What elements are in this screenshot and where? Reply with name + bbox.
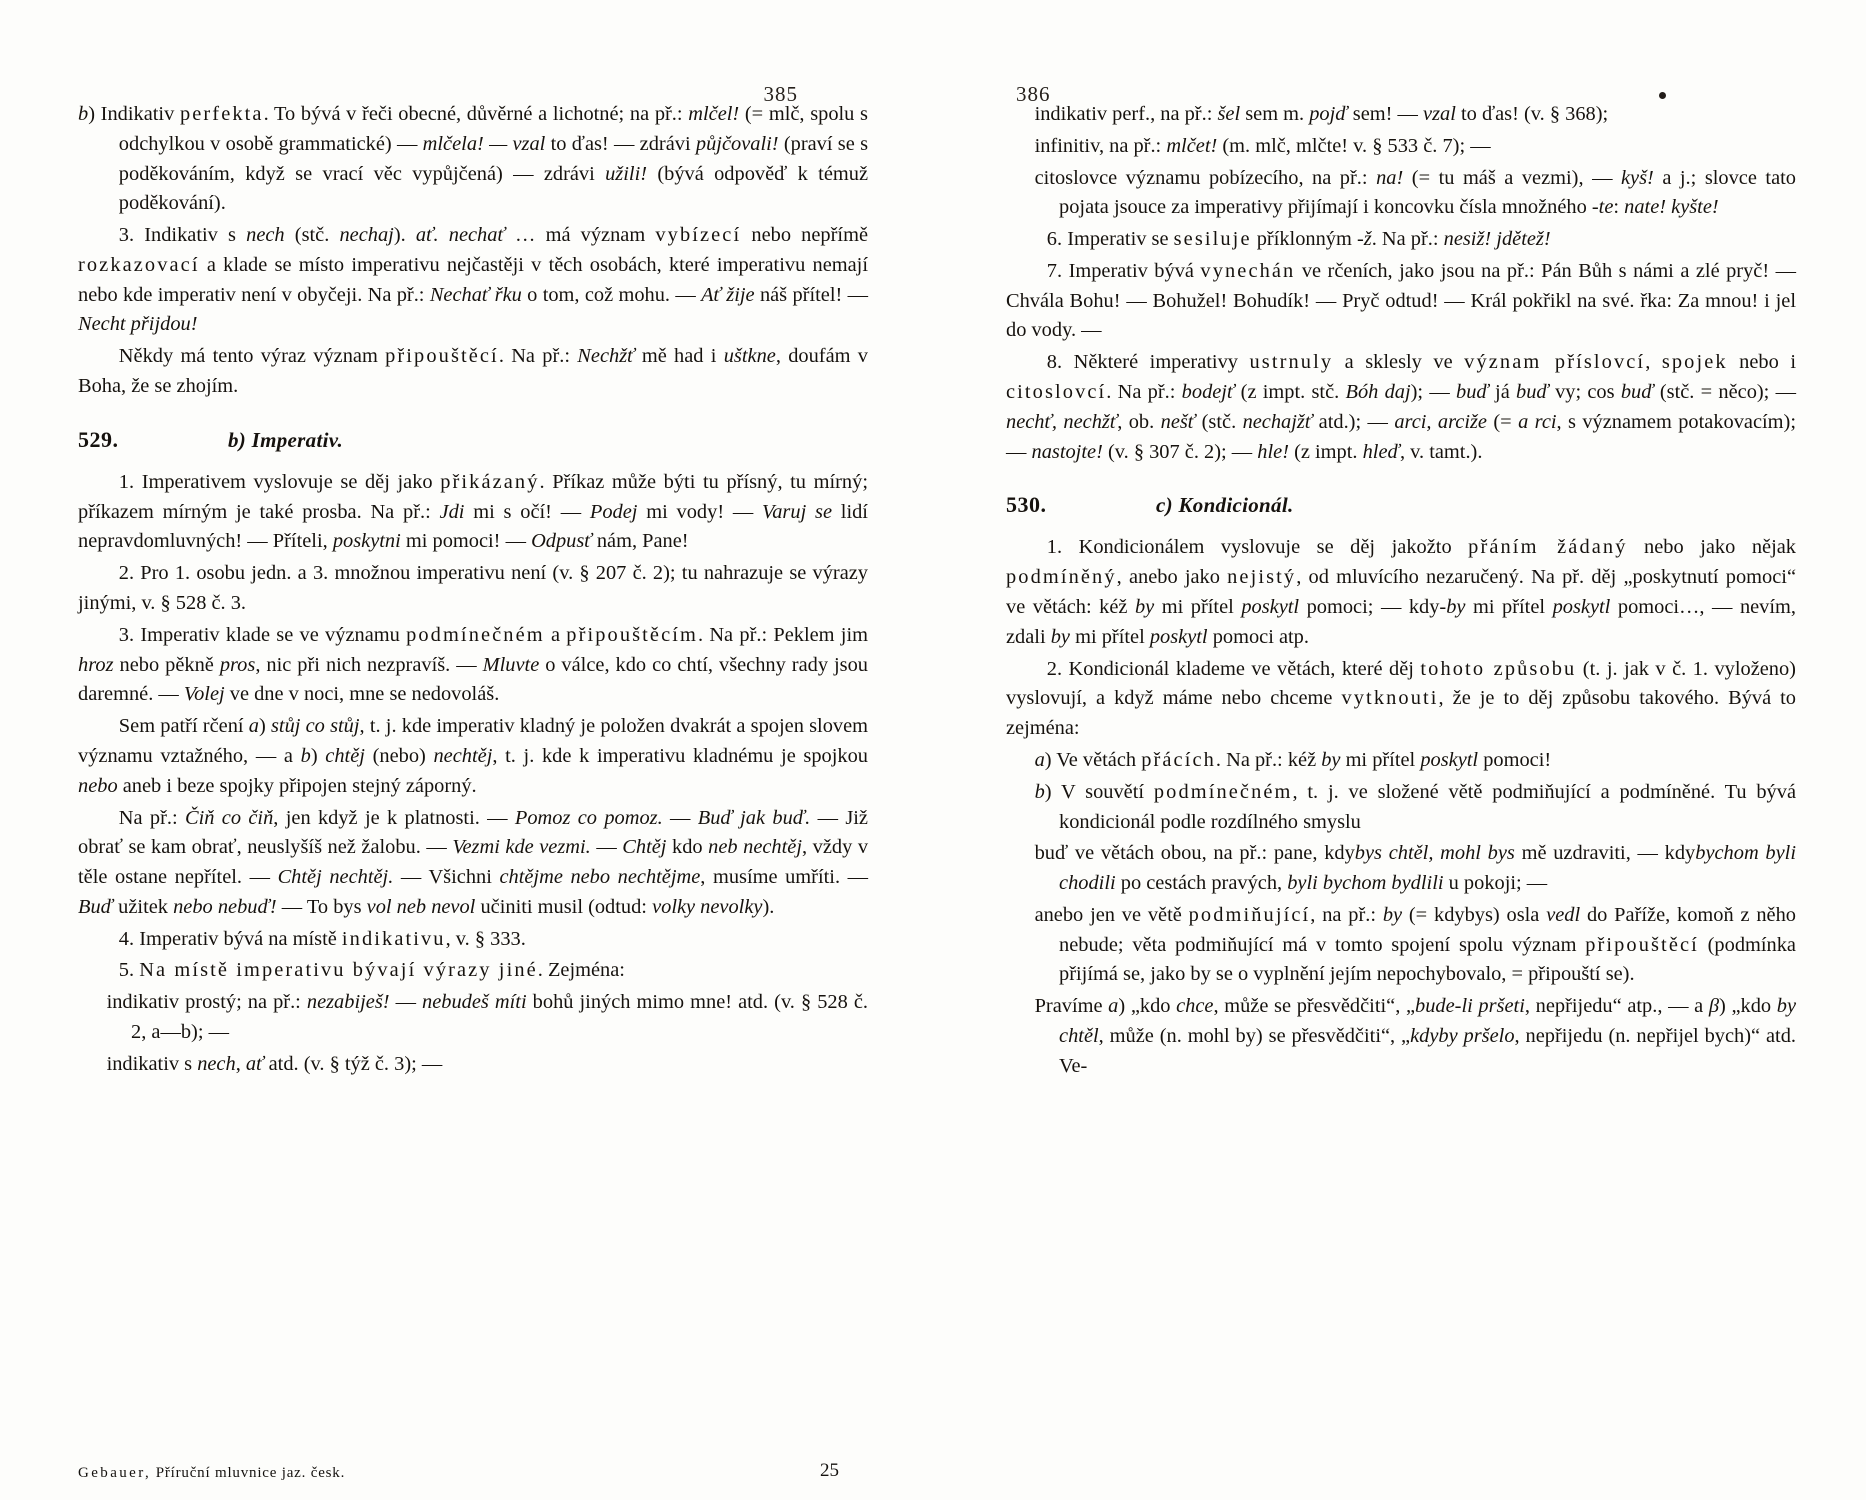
- p-6: 6. Imperativ se sesiluje příklonným -ž. Na př.: nesiž! jdětež!: [1046, 228, 1551, 251]
- p-3-nech: 3. Indikativ s nech (stč. nechaj). ať. nechať … má význam vybízecí nebo nepřímě rozkazovací a klade se místo imperativu nejčastěji v těch osobách, které imperativu nemají nebo kde imperativ není v obyčeji. Na př.: Nechať řku o tom, což mohu. — Ať žije náš přítel! — Necht přijdou!: [78, 224, 868, 336]
- left-page-column: [0, 60, 890, 1500]
- p-kond-1: 1. Kondicionálem vyslovuje se děj jakožto přáním žádaný nebo jako nějak podmíněný, anebo jako nejistý, od mluvícího nezaručený. Na př. děj „poskytnutí pomoci“ ve větách: kéž by mi přítel poskytl pomoci; — kdy-by mi přítel poskytl pomoci…, — nevím, zdali by mi přítel poskytl pomoci atp.: [1006, 536, 1797, 648]
- p-kond-bud: buď ve větách obou, na př.: pane, kdybys chtěl, mohl bys mě uzdraviti, — kdybychom byli chodili po cestách pravých, byli bychom bydlili u pokoji; —: [1034, 842, 1796, 895]
- p-nekdy-pripoustecí: Někdy má tento výraz význam připouštěcí. Na př.: Nechžť mě had i uštkne, doufám v Boha, že se zhojím.: [78, 345, 868, 398]
- folio-number-right: 386: [1016, 82, 1051, 106]
- section-title: c) Kondicionál.: [1156, 493, 1294, 518]
- section-heading-530: [1006, 489, 1796, 521]
- left-top-paragraphs: [78, 100, 868, 402]
- sheet-signature: 25: [820, 1460, 839, 1481]
- right-page-column: [976, 60, 1866, 1500]
- right-column-body: [1006, 100, 1796, 1082]
- p-kond-b: b) V souvětí podmínečném, t. j. ve složené větě podmiňující a podmíněné. Tu bývá kondicionál podle rozdílného smyslu: [1034, 780, 1796, 833]
- p-indikativ-perfekta: b) Indikativ perfekta. To bývá v řeči obecné, důvěrné a lichotné; na př.: mlčel! (= mlč, spolu s odchylkou v osobě grammatické) — mlčela! — vzal to ďas! — zdrávi půjčovali! (praví se s poděkováním, když se vrací věc vypůjčená) — zdrávi užili! (bývá odpověď k témuž poděkování).: [78, 103, 869, 215]
- right-section-paragraphs: [1006, 533, 1796, 1081]
- section-heading-529: [78, 424, 868, 456]
- left-folio-row: [78, 60, 868, 106]
- imprint-author: Gebauer,: [78, 1465, 152, 1481]
- p-imperativ-3: 3. Imperativ klade se ve významu podmínečném a připouštěcím. Na př.: Peklem jim hroz nebo pěkně pros, nic při nich nezpravíš. — Mluvte o válce, kdo co chtí, všechny rady jsou daremné. — Volej ve dne v noci, mne se nedovoláš.: [78, 623, 869, 706]
- section-number: 530.: [1006, 492, 1047, 518]
- p-kond-pravime: Pravíme a) „kdo chce, může se přesvědčiti“, „bude-li pršeti, nepřijedu“ atp., — a β) „kdo by chtěl, může (n. mohl by) se přesvědčiti“, „kdyby pršelo, nepřijedu (n. nepřijel bych)“ atd. Ve-: [1034, 995, 1797, 1077]
- left-column-body: [78, 100, 868, 1080]
- p-kond-a: a) Ve větách přácích. Na př.: kéž by mi přítel poskytl pomoci!: [1034, 748, 1552, 771]
- section-title: b) Imperativ.: [228, 427, 344, 452]
- section-number: 529.: [78, 426, 119, 452]
- p-citoslovce: citoslovce významu pobízecího, na př.: na! (= tu máš a vezmi), — kyš! a j.; slovce tato pojata jsouce za imperativy přijímají i koncovku čísla množného -te: nate! kyšte!: [1034, 166, 1796, 219]
- book-imprint: [78, 1465, 345, 1482]
- p-kond-anebo: anebo jen ve větě podmiňující, na př.: by (= kdybys) osla vedl do Paříže, komoň z něho nebude; věta podmiňující má v tomto spojení spolu význam připouštěcí (podmínka přijímá se, jako by se o vyplnění jejím nepochybovalo, = připouští se).: [1034, 903, 1796, 986]
- p-na-pr-cin: Na př.: Čiň co čiň, jen když je k platnosti. — Pomoz co pomoz. — Buď jak buď. — Již obrať se kam obrať, neuslyšíš než žalobu. — Vezmi kde vezmi. — Chtěj kdo neb nechtěj, vždy v těle ostane nepřítel. — Chtěj nechtěj. — Všichni chtějme nebo nechtějme, musíme umříti. — Buď užitek nebo nebuď! — To bys vol neb nevol učiniti musil (odtud: volky nevolky).: [78, 806, 869, 918]
- p-imperativ-4: 4. Imperativ bývá na místě indikativu, v. § 333.: [118, 927, 526, 950]
- folio-number-left: 385: [763, 82, 798, 106]
- p-kond-2: 2. Kondicionál klademe ve větách, které děj tohoto způsobu (t. j. jak v č. 1. vyloženo) vyslovují, a když máme nebo chceme vytknouti, že je to děj způsobu takového. Bývá to zejména:: [1006, 657, 1797, 740]
- right-folio-row: [1006, 60, 1796, 106]
- page-dot-mark: [1659, 92, 1666, 99]
- p-imperativ-1: 1. Imperativem vyslovuje se děj jako přikázaný. Příkaz může býti tu přísný, tu mírný; příkazem mírným je také prosba. Na př.: Jdi mi s očí! — Podej mi vody! — Varuj se lidí nepravdomluvných! — Příteli, poskytni mi pomoci! — Odpusť nám, Pane!: [78, 470, 868, 553]
- left-section-paragraphs: [78, 468, 868, 1080]
- imprint-title: Příruční mluvnice jaz. česk.: [155, 1465, 346, 1481]
- p-imperativ-5: 5. Na místě imperativu bývají výrazy jiné. Zejména:: [118, 959, 625, 982]
- p-indikativ-s-nech: indikativ s nech, ať atd. (v. § týž č. 3); —: [106, 1052, 443, 1075]
- page-columns: [0, 60, 1866, 1500]
- p-7: 7. Imperativ bývá vynechán ve rčeních, jako jsou na př.: Pán Bůh s námi a zlé pryč! — Chvála Bohu! — Bohužel! Bohudík! — Pryč odtud! — Král pokřikl na své. řka: Za mnou! i jel do vody. —: [1006, 259, 1796, 342]
- p-indikativ-prosty: indikativ prostý; na př.: nezabiješ! — nebudeš míti bohů jiných mimo mne! atd. (v. § 528 č. 2, a—b); —: [106, 991, 868, 1043]
- p-imperativ-2: 2. Pro 1. osobu jedn. a 3. množnou imperativu není (v. § 207 č. 2); tu nahrazuje se výrazy jinými, v. § 528 č. 3.: [78, 562, 868, 615]
- right-top-paragraphs: [1006, 100, 1796, 467]
- p-sem-patri: Sem patří rčení a) stůj co stůj, t. j. kde imperativ kladný je položen dvakrát a spojen slovem významu vztažného, — a b) chtěj (nebo) nechtěj, t. j. kde k imperativu kladnému je spojkou nebo aneb i beze spojky připojen stejný záporný.: [78, 715, 868, 797]
- p-indikativ-perf: indikativ perf., na př.: šel sem m. pojď sem! — vzal to ďas! (v. § 368);: [1034, 103, 1609, 125]
- p-infinitiv: infinitiv, na př.: mlčet! (m. mlč, mlčte! v. § 533 č. 7); —: [1034, 134, 1491, 157]
- page-footer: [0, 1452, 1866, 1482]
- p-8: 8. Některé imperativy ustrnuly a sklesly ve význam příslovcí, spojek nebo i citoslovcí. Na př.: bodejť (z impt. stč. Bóh daj); — buď já buď vy; cos buď (stč. = něco); — nechť, nechžť, ob. nešť (stč. nechajžť atd.); — arci, arciže (= a rci, s významem potakovacím); — nastojte! (v. § 307 č. 2); — hle! (z impt. hleď, v. tamt.).: [1006, 351, 1796, 463]
